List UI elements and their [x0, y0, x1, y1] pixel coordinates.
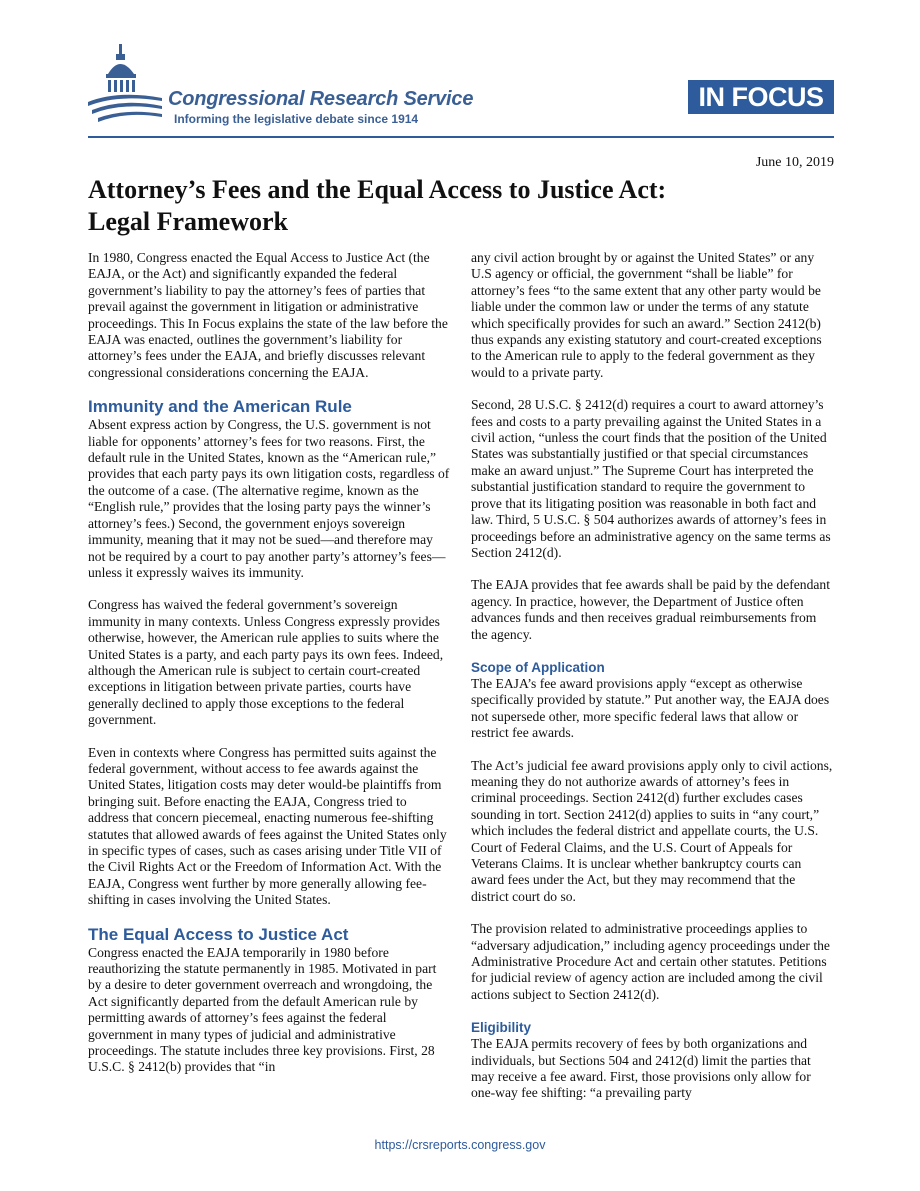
in-focus-badge: IN FOCUS — [688, 80, 834, 114]
intro-paragraph: In 1980, Congress enacted the Equal Access to Justice Act (the EAJA, or the Act) and significantly expanded the federal government’s liability to pay the attorney’s fees of parties that prevail against the government in litigation or administrative proceedings. This In Focus explains the state of the law before the EAJA was enacted, outlines the government’s liability for attorney’s fees under the EAJA, and briefly discusses relevant congressional considerations concerning the EAJA. — [88, 250, 448, 380]
footer-url[interactable]: https://crsreports.congress.gov — [374, 1138, 546, 1152]
scope-paragraph-1: The EAJA’s fee award provisions apply “except as otherwise specifically provided by statute.” Put another way, the EAJA does not supersede other, more specific federal laws that allow or restrict fee awards. — [471, 675, 830, 741]
immunity-paragraph-3: Even in contexts where Congress has permitted suits against the federal government, without access to fee awards against the United States, litigation costs may deter would-be plaintiffs from bringing suit. Before enacting the EAJA, Congress tried to address that concern piecemeal, enacting numerous fee-shifting statutes that allowed awards of fees against the United States only in specific types of cases, such as cases arising under Title VII of the Civil Rights Act or the Freedom of Information Act. With the EAJA, Congress went further by more generally allowing fee-shifting in cases involving the United States. — [88, 744, 447, 908]
page-title — [88, 174, 828, 238]
immunity-paragraph-1: Absent express action by Congress, the U.S. government is not liable for opponents’ attorney’s fees for two reasons. First, the default rule in the United States, known as the “American rule,” provides that each party pays its own litigation costs, regardless of the outcome of a case. (The alternative regime, known as the “English rule,” provides that the losing party pays the winner’s attorney’s fees.) Second, the government enjoys sovereign immunity, meaning that it may not be sued—and therefore may not be required by a court to pay another party’s attorney’s fees—unless it expressly waives its immunity. — [88, 417, 450, 580]
org-tagline: Informing the legislative debate since 1914 — [174, 112, 419, 126]
right-column — [471, 250, 833, 1118]
heading-immunity: Immunity and the American Rule — [88, 397, 352, 417]
heading-eligibility: Eligibility — [471, 1020, 532, 1036]
heading-eaja: The Equal Access to Justice Act — [88, 924, 349, 944]
immunity-paragraph-2: Congress has waived the federal government’s sovereign immunity in many contexts. Unless Congress expressly provides otherwise, however, the American rule applies to suits where the United States is a party, and each party pays its own fees. Indeed, although the American rule is subject to certain court-created exceptions in litigation between private parties, courts have generally declined to apply those exceptions to the federal government. — [88, 597, 444, 728]
scope-paragraph-3: The provision related to administrative proceedings applies to “adversary adjudication,” including agency proceedings under the Administrative Procedure Act and certain other statutes. Petitions for judicial review of agency action are included among the civil actions subject to Section 2412(d). — [471, 921, 830, 1002]
right-paragraph-1: any civil action brought by or against the United States” or any U.S agency or official, the government “shall be liable” for attorney’s fees “to the same extent that any other party would be liable under the common law or under the terms of any statute which specifically provides for such an award.” Section 2412(b) thus expands any existing statutory and court-created exceptions to the American rule to apply to the federal government as they would to a private party. — [471, 250, 822, 380]
eaja-paragraph-1: Congress enacted the EAJA temporarily in 1980 before reauthorizing the statute permanently in 1985. Motivated in part by a desire to deter government overreach and wrongdoing, the Act significantly departed from the default American rule by permitting awards of attorney’s fees against the federal government in many types of judicial and administrative proceedings. The statute includes three key provisions. First, 28 U.S.C. § 2412(b) provides that “in — [88, 944, 437, 1075]
page-header — [88, 40, 834, 136]
title-line-1: Attorney’s Fees and the Equal Access to Justice Act: — [88, 175, 667, 204]
title-line-2: Legal Framework — [88, 207, 289, 236]
eligibility-paragraph-1: The EAJA permits recovery of fees by both organizations and individuals, but Sections 504 and 2412(d) limit the parties that may receive a fee award. First, those provisions only allow for one-way fee shifting: “a prevailing party — [471, 1036, 811, 1101]
org-name: Congressional Research Service — [168, 88, 474, 110]
left-column — [88, 250, 450, 1092]
right-paragraph-3: The EAJA provides that fee awards shall be paid by the defendant agency. In practice, however, the Department of Justice often advances funds and then receives gradual reimbursements from the agency. — [471, 577, 830, 642]
header-divider — [88, 136, 834, 138]
scope-paragraph-2: The Act’s judicial fee award provisions apply only to civil actions, meaning they do not authorize awards of attorney’s fees in criminal proceedings. Section 2412(d) further excludes cases sounding in tort. Section 2412(d) applies to suits in “any court,” which includes the federal district and appellate courts, the U.S. Court of Federal Claims, and the U.S. Court of Appeals for Veterans Claims. It is unclear whether bankruptcy courts can award fees under the Act, but they may recommend that the district court do so. — [471, 757, 833, 904]
publication-date: June 10, 2019 — [755, 155, 834, 170]
right-paragraph-2: Second, 28 U.S.C. § 2412(d) requires a court to award attorney’s fees and costs to a party prevailing against the United States in a civil action, “unless the court finds that the position of the United States was substantially justified or that special circumstances make an award unjust.” The Supreme Court has interpreted the substantial justification standard to require the government to prove that its litigating position was reasonable in both fact and law. Third, 5 U.S.C. § 504 authorizes awards of attorney’s fees in proceedings before an administrative agency on the same terms as Section 2412(d). — [471, 397, 831, 560]
heading-scope: Scope of Application — [471, 659, 605, 675]
capitol-dome-logo — [88, 40, 168, 132]
